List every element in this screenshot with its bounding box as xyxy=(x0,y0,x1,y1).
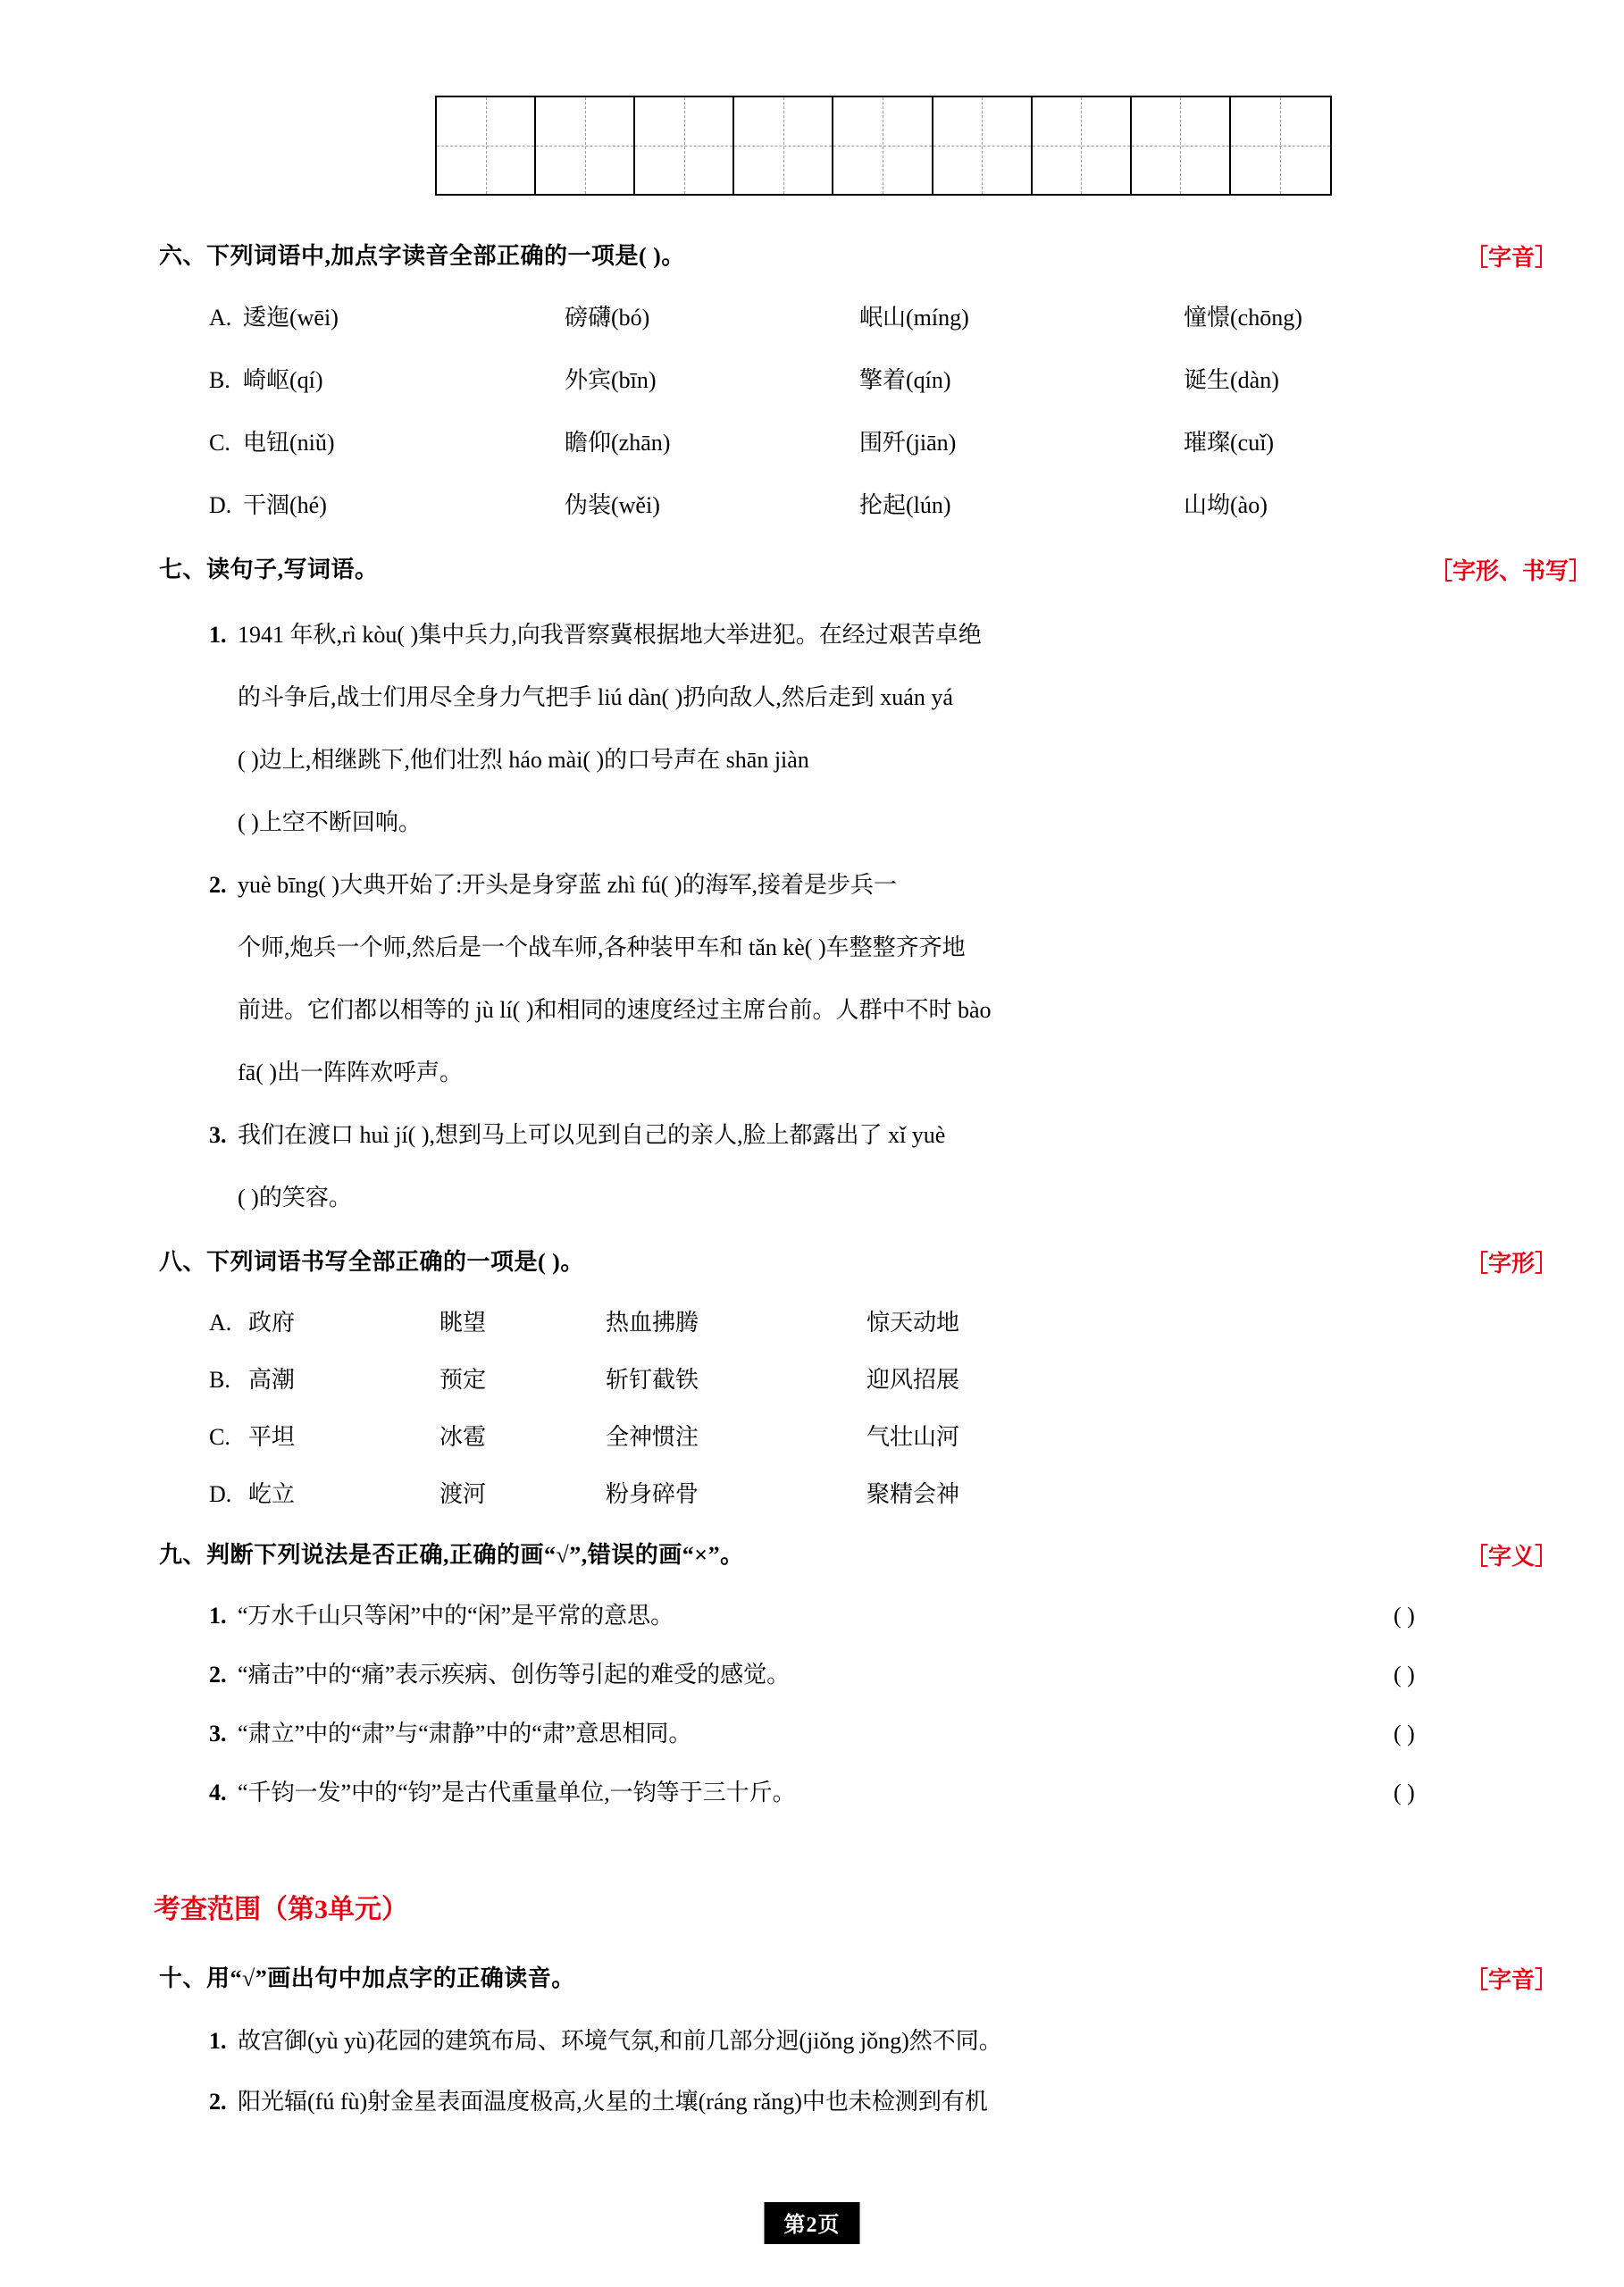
q6-option-d-item-2: 抡起(lún) xyxy=(859,492,951,518)
q6-option-c-label[interactable]: C. xyxy=(209,430,230,456)
q8-option-b-item-0: 高潮 xyxy=(248,1367,296,1393)
grid-cell[interactable] xyxy=(437,97,536,194)
q10-item-1-text[interactable]: 故宫御(yù yù)花园的建筑布局、环境气氛,和前几部分迥(jiǒng jǒng)然不同。 xyxy=(238,2028,1002,2054)
question-7-tag: ［字形、书写］ xyxy=(1429,558,1593,584)
q9-item-4-text: “千钧一发”中的“钧”是古代重量单位,一钧等于三十斤。 xyxy=(238,1780,796,1805)
q7-item-3-line-1[interactable]: 我们在渡口 huì jí( ),想到马上可以见到自己的亲人,脸上都露出了 xǐ yuè xyxy=(238,1122,946,1148)
q6-option-c-item-3: 璀璨(cuǐ) xyxy=(1184,430,1275,456)
q6-option-d-label[interactable]: D. xyxy=(209,492,232,518)
q6-option-a-item-2: 岷山(míng) xyxy=(859,305,969,331)
grid-cell[interactable] xyxy=(734,97,833,194)
q7-item-3-line-2[interactable]: ( )的笑容。 xyxy=(238,1185,352,1211)
q9-item-2-answer[interactable]: ( ) xyxy=(1394,1662,1415,1688)
q7-item-1-number: 1. xyxy=(209,622,227,648)
q7-item-2-line-2[interactable]: 个师,炮兵一个师,然后是一个战车师,各种装甲车和 tǎn kè( )车整整齐齐地 xyxy=(238,934,966,960)
q7-item-1-line-4[interactable]: ( )上空不断回响。 xyxy=(238,809,422,835)
q9-item-4-answer[interactable]: ( ) xyxy=(1394,1780,1415,1805)
grid-cell[interactable] xyxy=(1132,97,1231,194)
question-8-tag: ［字形］ xyxy=(1465,1251,1559,1277)
character-grid-row[interactable] xyxy=(435,96,1332,196)
q8-option-a-item-3: 惊天动地 xyxy=(866,1310,960,1336)
page-number-footer: 第2页 xyxy=(765,2202,860,2244)
q7-item-2-number: 2. xyxy=(209,872,227,898)
q6-option-b-item-2: 擎着(qín) xyxy=(859,367,951,393)
q9-item-3-text: “肃立”中的“肃”与“肃静”中的“肃”意思相同。 xyxy=(238,1721,692,1747)
q8-option-a-item-2: 热血拂腾 xyxy=(606,1310,699,1336)
question-6-tag: ［字音］ xyxy=(1465,245,1559,271)
q8-option-d-item-3: 聚精会神 xyxy=(866,1481,960,1507)
q8-option-c-item-3: 气壮山河 xyxy=(866,1424,960,1450)
q8-option-a-item-0: 政府 xyxy=(248,1310,296,1336)
grid-cell[interactable] xyxy=(536,97,635,194)
q6-option-c-item-1: 瞻仰(zhān) xyxy=(565,430,671,456)
q8-option-d-item-0: 屹立 xyxy=(248,1481,296,1507)
question-7-heading: 七、读句子,写词语。 xyxy=(159,557,379,582)
section-title: 考查范围（第3单元） xyxy=(154,1895,408,1924)
question-9-tag: ［字义］ xyxy=(1465,1544,1559,1570)
q6-option-a-item-3: 憧憬(chōng) xyxy=(1184,305,1302,331)
q8-option-c-item-2: 全神惯注 xyxy=(606,1424,699,1450)
q9-item-1-number: 1. xyxy=(209,1603,227,1629)
q9-item-3-answer[interactable]: ( ) xyxy=(1394,1721,1415,1747)
grid-cell[interactable] xyxy=(1231,97,1330,194)
question-10-tag: ［字音］ xyxy=(1465,1967,1559,1993)
q9-item-2-number: 2. xyxy=(209,1662,227,1688)
q8-option-a-label[interactable]: A. xyxy=(209,1310,232,1336)
q7-item-2-line-1[interactable]: yuè bīng( )大典开始了:开头是身穿蓝 zhì fú( )的海军,接着是步兵一 xyxy=(238,872,898,898)
q6-option-a-item-0: 逶迤(wēi) xyxy=(243,305,339,331)
question-10-heading: 十、用“√”画出句中加点字的正确读音。 xyxy=(159,1965,575,1991)
question-6-heading: 六、下列词语中,加点字读音全部正确的一项是( )。 xyxy=(159,243,685,269)
q6-option-d-item-1: 伪装(wěi) xyxy=(565,492,660,518)
q6-option-d-item-0: 干涸(hé) xyxy=(243,492,327,518)
grid-cell[interactable] xyxy=(833,97,933,194)
q8-option-c-label[interactable]: C. xyxy=(209,1424,230,1450)
q9-item-1-answer[interactable]: ( ) xyxy=(1394,1603,1415,1629)
q8-option-b-item-3: 迎风招展 xyxy=(866,1367,960,1393)
q6-option-b-item-1: 外宾(bīn) xyxy=(565,367,657,393)
q7-item-1-line-2[interactable]: 的斗争后,战士们用尽全身力气把手 liú dàn( )扔向敌人,然后走到 xuán yá xyxy=(238,684,953,710)
character-grid[interactable] xyxy=(435,96,1332,196)
q8-option-c-item-0: 平坦 xyxy=(248,1424,296,1450)
q10-item-1-number: 1. xyxy=(209,2028,227,2054)
grid-cell[interactable] xyxy=(1033,97,1132,194)
q8-option-b-item-2: 斩钉截铁 xyxy=(606,1367,699,1393)
q6-option-b-label[interactable]: B. xyxy=(209,367,230,393)
q8-option-d-item-1: 渡河 xyxy=(439,1481,487,1507)
q9-item-1-text: “万水千山只等闲”中的“闲”是平常的意思。 xyxy=(238,1603,674,1629)
q8-option-a-item-1: 眺望 xyxy=(439,1310,487,1336)
q9-item-3-number: 3. xyxy=(209,1721,227,1747)
q10-item-2-text[interactable]: 阳光辐(fú fù)射金星表面温度极高,火星的土壤(ráng rǎng)中也未检测到有机 xyxy=(238,2089,988,2115)
q6-option-a-item-1: 磅礴(bó) xyxy=(565,305,650,331)
q6-option-b-item-0: 崎岖(qí) xyxy=(243,367,323,393)
q7-item-1-line-1[interactable]: 1941 年秋,rì kòu( )集中兵力,向我晋察冀根据地大举进犯。在经过艰苦卓绝 xyxy=(238,622,982,648)
q6-option-b-item-3: 诞生(dàn) xyxy=(1184,367,1279,393)
q10-item-2-number: 2. xyxy=(209,2089,227,2115)
question-9-heading: 九、判断下列说法是否正确,正确的画“√”,错误的画“×”。 xyxy=(159,1542,744,1568)
q8-option-d-item-2: 粉身碎骨 xyxy=(606,1481,699,1507)
q6-option-d-item-3: 山坳(ào) xyxy=(1184,492,1268,518)
q8-option-b-item-1: 预定 xyxy=(439,1367,487,1393)
question-8-heading: 八、下列词语书写全部正确的一项是( )。 xyxy=(159,1249,584,1275)
q8-option-d-label[interactable]: D. xyxy=(209,1481,232,1507)
q8-option-c-item-1: 冰雹 xyxy=(439,1424,487,1450)
q7-item-2-line-3[interactable]: 前进。它们都以相等的 jù lí( )和相同的速度经过主席台前。人群中不时 bào xyxy=(238,997,992,1023)
q7-item-3-number: 3. xyxy=(209,1122,227,1148)
q7-item-1-line-3[interactable]: ( )边上,相继跳下,他们壮烈 háo mài( )的口号声在 shān jiàn xyxy=(238,747,809,773)
q6-option-a-label[interactable]: A. xyxy=(209,305,232,331)
q9-item-4-number: 4. xyxy=(209,1780,227,1805)
q7-item-2-line-4[interactable]: fā( )出一阵阵欢呼声。 xyxy=(238,1060,464,1085)
q6-option-c-item-2: 围歼(jiān) xyxy=(859,430,957,456)
q6-option-c-item-0: 电钮(niǔ) xyxy=(243,430,335,456)
grid-cell[interactable] xyxy=(933,97,1033,194)
q9-item-2-text: “痛击”中的“痛”表示疾病、创伤等引起的难受的感觉。 xyxy=(238,1662,791,1688)
grid-cell[interactable] xyxy=(635,97,734,194)
q8-option-b-label[interactable]: B. xyxy=(209,1367,230,1393)
